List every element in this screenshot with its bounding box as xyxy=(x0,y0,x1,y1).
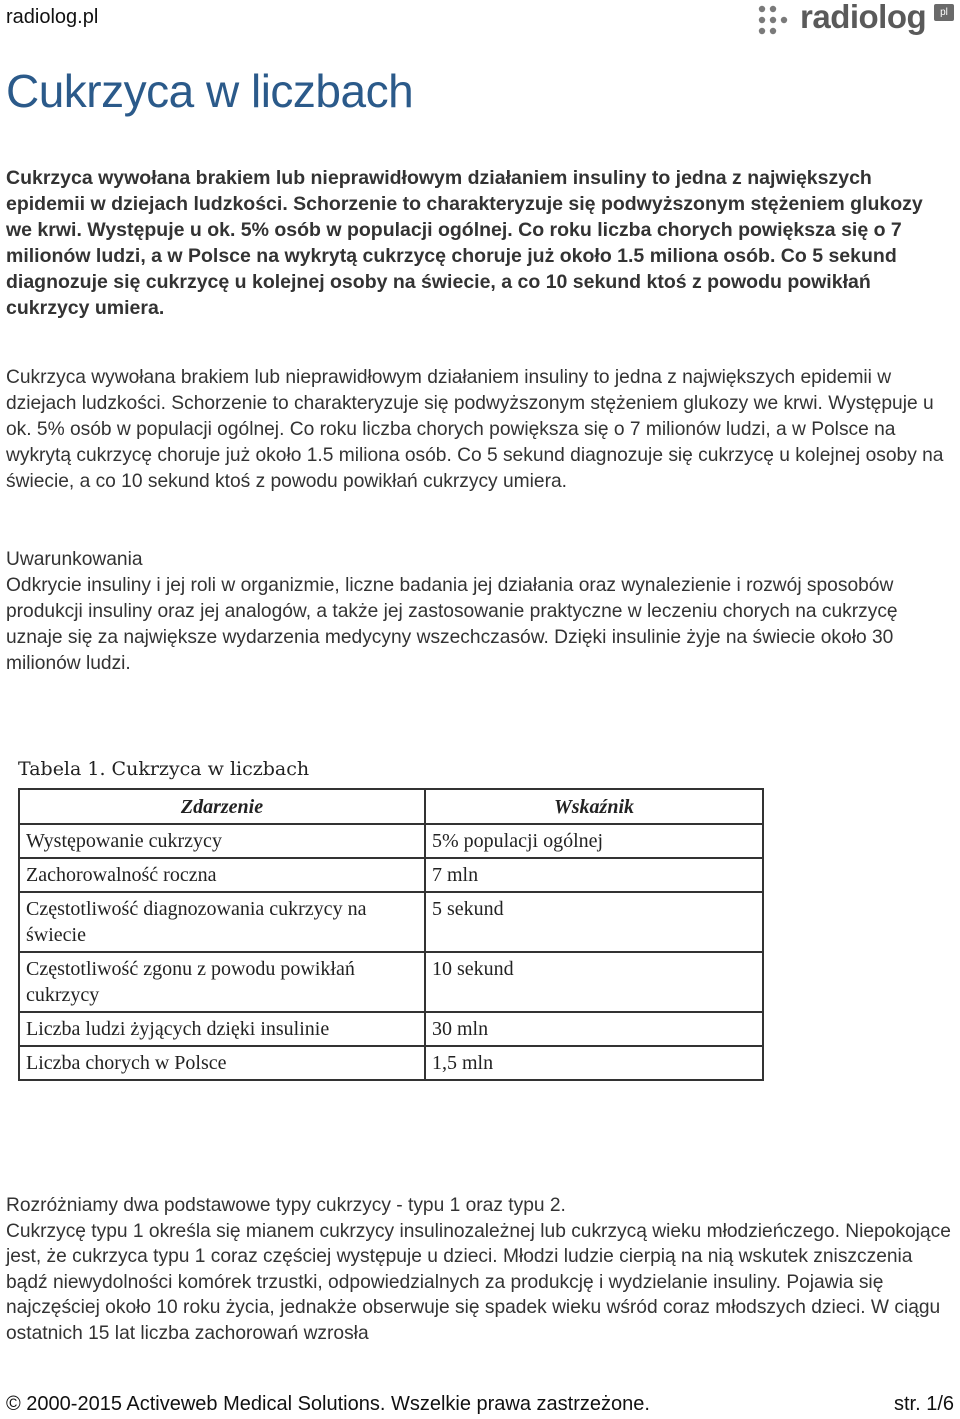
table-cell-event: Występowanie cukrzycy xyxy=(19,824,425,858)
types-intro: Rozróżniamy dwa podstawowe typy cukrzycy - typu 1 oraz typu 2. xyxy=(6,1195,566,1216)
table-cell-event: Liczba chorych w Polsce xyxy=(19,1046,425,1080)
table-cell-value: 5% populacji ogólnej xyxy=(425,824,763,858)
table-header-cell: Wskaźnik xyxy=(425,789,763,824)
table-cell-value: 10 sekund xyxy=(425,952,763,1012)
radiolog-logo xyxy=(756,0,956,40)
stats-table-block xyxy=(18,758,766,1081)
table-cell-event: Częstotliwość diagnozowania cukrzycy na świecie xyxy=(19,892,425,952)
section-heading-conditions: Uwarunkowania xyxy=(6,549,143,570)
logo-dots-icon xyxy=(756,4,802,36)
stats-table xyxy=(18,788,764,1081)
table-header-row xyxy=(19,789,763,824)
table-cell-value: 1,5 mln xyxy=(425,1046,763,1080)
conditions-paragraph: Odkrycie insuliny i jej roli w organizmie, liczne badania jej działania oraz wynalezienie i rozwój sposobów produkcji insuliny oraz jej analogów, a także jej zastosowanie praktyczne w leczeniu chorych na cukrzycę uznaje się za największe wydarzenia medycyny wszechczasów. Dzięki insulinie żyje na świecie około 30 milionów ludzi. xyxy=(6,575,898,674)
table-cell-event: Zachorowalność roczna xyxy=(19,858,425,892)
table-cell-event: Częstotliwość zgonu z powodu powikłań cukrzycy xyxy=(19,952,425,1012)
type1-paragraph: Cukrzycę typu 1 określa się mianem cukrzycy insulinozależnej lub cukrzycą wieku młodzieńczego. Niepokojące jest, że cukrzyca typu 1 coraz częściej występuje u dzieci. Młodzi ludzie cierpią na nią wskutek zniszczenia bądź niewydolności komórek trzustki, odpowiedzialnych za produkcję i wydzielanie insuliny. Pojawia się najczęściej około 10 roku życia, jednakże obserwuje się spadek wieku wśród coraz młodszych dzieci. W ciągu ostatnich 15 lat liczba zachorowań wzrosła xyxy=(6,1220,951,1344)
table-cell-value: 5 sekund xyxy=(425,892,763,952)
logo-wordmark: radiolog xyxy=(800,0,927,35)
types-section xyxy=(6,1193,954,1346)
table-row xyxy=(19,1012,763,1046)
body-paragraph: Cukrzyca wywołana brakiem lub nieprawidłowym działaniem insuliny to jedna z największych epidemii w dziejach ludzkości. Schorzenie to charakteryzuje się podwyższonym stężeniem glukozy we krwi. Występuje u ok. 5% osób w populacji ogólnej. Co roku liczba chorych powiększa się o 7 milionów ludzi, a w Polsce na wykrytą cukrzycę choruje już około 1.5 miliona osób. Co 5 sekund diagnozuje się cukrzycę u kolejnej osoby na świecie, a co 10 sekund ktoś z powodu powikłań cukrzycy umiera. xyxy=(6,367,944,492)
lead-paragraph: Cukrzyca wywołana brakiem lub nieprawidłowym działaniem insuliny to jedna z największych epidemii w dziejach ludzkości. Schorzenie to charakteryzuje się podwyższonym stężeniem glukozy we krwi. Występuje u ok. 5% osób w populacji ogólnej. Co roku liczba chorych powiększa się o 7 milionów ludzi, a w Polsce na wykrytą cukrzycę choruje już około 1.5 miliona osób. Co 5 sekund diagnozuje się cukrzycę u kolejnej osoby na świecie, a co 10 sekund ktoś z powodu powikłań cukrzycy umiera. xyxy=(6,167,923,319)
page-number: str. 1/6 xyxy=(893,1393,954,1415)
page-footer xyxy=(6,1393,954,1419)
table-cell-event: Liczba ludzi żyjących dzięki insulinie xyxy=(19,1012,425,1046)
table-cell-value: 7 mln xyxy=(425,858,763,892)
table-caption: Tabela 1. Cukrzyca w liczbach xyxy=(18,758,310,780)
footer-copyright: © 2000-2015 Activeweb Medical Solutions. Wszelkie prawa zastrzeżone. xyxy=(6,1393,650,1415)
table-row xyxy=(19,952,763,1012)
site-name: radiolog.pl xyxy=(6,6,99,28)
table-cell-value: 30 mln xyxy=(425,1012,763,1046)
table-row xyxy=(19,1046,763,1080)
table-row xyxy=(19,858,763,892)
table-row xyxy=(19,892,763,952)
table-header-cell: Zdarzenie xyxy=(19,789,425,824)
table-row xyxy=(19,824,763,858)
page-title: Cukrzyca w liczbach xyxy=(6,65,414,117)
logo-badge: pl xyxy=(934,4,954,21)
